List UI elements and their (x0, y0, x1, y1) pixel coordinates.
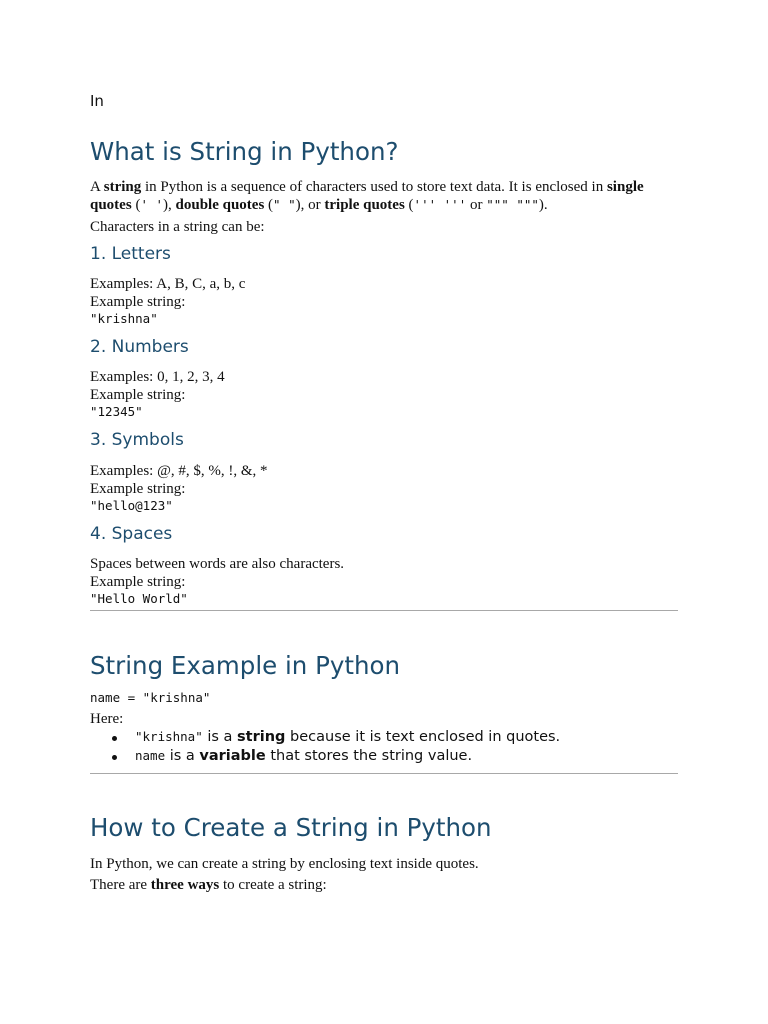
intro-fragment: In (90, 92, 104, 110)
spaces-example-label: Example string: (90, 574, 186, 590)
create-string-paragraph: In Python, we can create a string by enclosing text inside quotes. (90, 856, 479, 872)
symbols-examples: Examples: @, #, $, %, !, &, * (90, 463, 268, 479)
spaces-examples: Spaces between words are also characters. (90, 556, 345, 572)
three-ways-paragraph: There are three ways to create a string: (90, 877, 327, 893)
string-example-code: name = "krishna" (90, 690, 211, 705)
letters-example-code: "krishna" (90, 311, 158, 326)
here-label: Here: (90, 711, 124, 727)
subheading-symbols: 3. Symbols (90, 430, 184, 450)
letters-examples: Examples: A, B, C, a, b, c (90, 276, 246, 292)
numbers-examples: Examples: 0, 1, 2, 3, 4 (90, 369, 225, 385)
subheading-letters: 1. Letters (90, 244, 171, 264)
list-item: "krishna" is a string because it is text enclosed in quotes. (90, 729, 560, 748)
section-title-create-string: How to Create a String in Python (90, 813, 492, 842)
section-title-what-is-string: What is String in Python? (90, 137, 399, 166)
definition-paragraph-line2: quotes (' '), double quotes (" "), or triple quotes (''' ''' or """ """). (90, 197, 548, 213)
numbers-example-code: "12345" (90, 404, 143, 419)
subheading-numbers: 2. Numbers (90, 337, 189, 357)
symbols-example-code: "hello@123" (90, 498, 173, 513)
definition-paragraph-line1: A string in Python is a sequence of characters used to store text data. It is enclosed in single (90, 179, 644, 195)
section-divider-1 (90, 610, 678, 611)
spaces-example-code: "Hello World" (90, 591, 188, 606)
characters-intro: Characters in a string can be: (90, 219, 265, 235)
bullet-icon (112, 755, 117, 760)
section-divider-2 (90, 773, 678, 774)
section-title-string-example: String Example in Python (90, 651, 401, 680)
explanation-list (90, 729, 560, 767)
symbols-example-label: Example string: (90, 481, 186, 497)
letters-example-label: Example string: (90, 294, 186, 310)
list-item: name is a variable that stores the string value. (90, 748, 560, 767)
numbers-example-label: Example string: (90, 387, 186, 403)
subheading-spaces: 4. Spaces (90, 524, 173, 544)
bullet-icon (112, 736, 117, 741)
